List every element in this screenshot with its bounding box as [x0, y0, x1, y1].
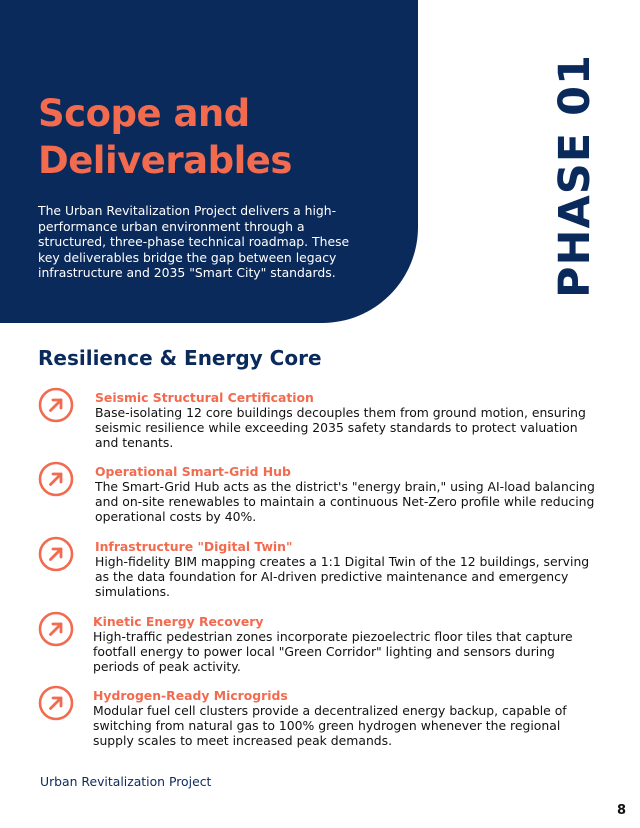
- deliverable-heading: Infrastructure "Digital Twin": [95, 539, 293, 554]
- deliverable-heading: Seismic Structural Certification: [95, 390, 314, 405]
- intro-paragraph: The Urban Revitalization Project delivers a high-performance urban environment through a structured, three-phase technical roadmap. These key deliverables bridge the gap between legacy infrastructure and 2035 "Smart City" standards.: [38, 203, 350, 280]
- arrow-up-right-icon: [38, 536, 74, 572]
- deliverable-heading: Kinetic Energy Recovery: [93, 614, 264, 629]
- deliverable-description: Modular fuel cell clusters provide a decentralized energy backup, capable of switching from natural gas to 100% green hydrogen whenever the regional supply scales to meet increased peak demands.: [93, 703, 567, 748]
- footer-project-name: Urban Revitalization Project: [40, 774, 212, 789]
- deliverable-heading: Operational Smart-Grid Hub: [95, 464, 291, 479]
- phase-label: [550, 52, 600, 300]
- deliverable-heading: Hydrogen-Ready Microgrids: [93, 688, 288, 703]
- deliverable-description: High-fidelity BIM mapping creates a 1:1 Digital Twin of the 12 buildings, serving as the data foundation for AI-driven predictive maintenance and emergency simulations.: [95, 554, 590, 599]
- page-number: 8: [616, 803, 626, 818]
- page-title-line-2: Deliverables: [38, 139, 292, 182]
- arrow-up-right-icon: [38, 387, 74, 423]
- page-title: [38, 90, 398, 184]
- deliverable-description: The Smart-Grid Hub acts as the district's "energy brain," using AI-load balancing and on-site renewables to maintain a continuous Net-Zero profile while reducing operational costs by 40%.: [95, 479, 595, 524]
- hero-panel: [0, 0, 418, 323]
- arrow-up-right-icon: [38, 685, 74, 721]
- page-title-line-1: Scope and: [38, 92, 250, 135]
- arrow-up-right-icon: [38, 461, 74, 497]
- arrow-up-right-icon: [38, 611, 74, 647]
- deliverable-description: Base-isolating 12 core buildings decouples them from ground motion, ensuring seismic resilience while exceeding 2035 safety standards to protect valuation and tenants.: [95, 405, 586, 450]
- deliverable-description: High-traffic pedestrian zones incorporate piezoelectric floor tiles that capture footfall energy to power local "Green Corridor" lighting and sensors during periods of peak activity.: [93, 629, 573, 674]
- section-title: Resilience & Energy Core: [38, 346, 322, 370]
- phase-label-text: PHASE 01: [550, 54, 600, 298]
